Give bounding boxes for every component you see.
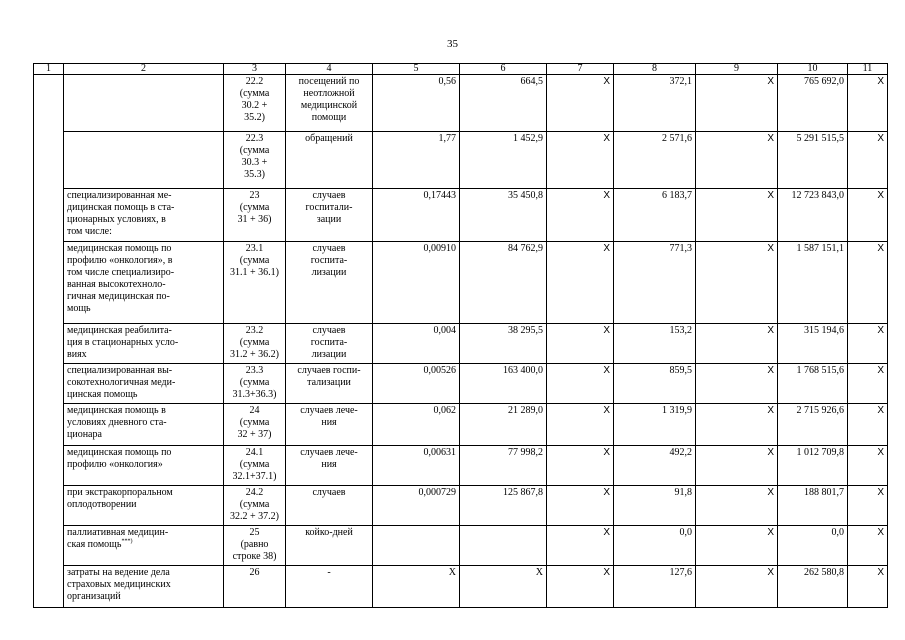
col-header: 9 [696, 64, 778, 75]
unit-cell [286, 364, 373, 404]
volume-norm-text: 0,000729 [418, 487, 456, 498]
unit-cell [286, 189, 373, 242]
cost-norm-cell [460, 446, 547, 486]
row-code-text: 22.3 (сумма 30.3 + 35.3) [239, 133, 270, 180]
col9-text: X [767, 365, 774, 376]
col7-text: X [603, 487, 610, 498]
col-header: 10 [778, 64, 848, 75]
indicator-name-text: специализированная вы- сокотехнологичная меди- цинская помощь [67, 365, 176, 400]
col9-cell [696, 75, 778, 132]
volume-norm-text: 0,004 [433, 325, 456, 336]
row-code-text: 26 [249, 567, 260, 578]
total-cost-cell [778, 242, 848, 324]
unit-cell [286, 324, 373, 364]
per-capita-text: 492,2 [669, 447, 692, 458]
table-row [34, 189, 888, 242]
col11-cell [848, 75, 888, 132]
volume-norm-text: 0,062 [433, 405, 456, 416]
col11-cell [848, 242, 888, 324]
volume-norm-cell [373, 324, 460, 364]
volume-norm-cell [373, 364, 460, 404]
per-capita-text: 859,5 [669, 365, 692, 376]
col7-cell [547, 75, 614, 132]
col11-text: X [877, 325, 884, 336]
col7-text: X [603, 325, 610, 336]
row-code-text: 23.1 (сумма 31.1 + 36.1) [230, 243, 279, 278]
unit-text: случаев [312, 487, 346, 498]
col9-text: X [767, 405, 774, 416]
unit-text: случаев лече- ния [300, 447, 358, 470]
col7-text: X [603, 365, 610, 376]
indicator-name-cell [64, 404, 224, 446]
per-capita-cell [614, 486, 696, 526]
indicator-name-cell [64, 526, 224, 566]
col9-text: X [767, 76, 774, 87]
total-cost-text: 315 194,6 [804, 325, 844, 336]
col11-text: X [877, 76, 884, 87]
col11-cell [848, 364, 888, 404]
unit-cell [286, 404, 373, 446]
col7-cell [547, 446, 614, 486]
col9-cell [696, 242, 778, 324]
col9-cell [696, 526, 778, 566]
total-cost-cell [778, 364, 848, 404]
col-header: 1 [34, 64, 64, 75]
col-header: 4 [286, 64, 373, 75]
unit-text: случаев госпита- лизации [310, 325, 348, 360]
indicator-name-text: при экстракорпоральном оплодотворении [67, 487, 173, 510]
total-cost-text: 1 587 151,1 [796, 243, 844, 254]
table-row [34, 486, 888, 526]
col9-cell [696, 189, 778, 242]
volume-norm-text: 0,00910 [423, 243, 456, 254]
per-capita-cell [614, 404, 696, 446]
indicator-name-cell [64, 324, 224, 364]
row-code-cell [224, 75, 286, 132]
table-row [34, 242, 888, 324]
cost-norm-cell [460, 566, 547, 608]
per-capita-text: 0,0 [679, 527, 692, 538]
per-capita-cell [614, 446, 696, 486]
total-cost-cell [778, 486, 848, 526]
col9-cell [696, 364, 778, 404]
cost-norm-cell [460, 404, 547, 446]
col11-text: X [877, 487, 884, 498]
indicator-name-text: медицинская помощь по профилю «онкология», в том числе специализиро- ванная высокотехноло- гичная медицинская по- мощь [67, 243, 175, 314]
per-capita-text: 2 571,6 [662, 133, 692, 144]
col11-text: X [877, 190, 884, 201]
cost-norm-text: 163 400,0 [503, 365, 543, 376]
row-code-cell [224, 404, 286, 446]
volume-norm-text: 0,56 [438, 76, 456, 87]
table-row [34, 324, 888, 364]
table-row [34, 446, 888, 486]
total-cost-text: 5 291 515,5 [796, 133, 844, 144]
col7-cell [547, 324, 614, 364]
per-capita-cell [614, 566, 696, 608]
indicator-name-cell [64, 132, 224, 189]
col7-text: X [603, 405, 610, 416]
per-capita-text: 6 183,7 [662, 190, 692, 201]
col9-text: X [767, 527, 774, 538]
col11-cell [848, 446, 888, 486]
indicator-name-text: медицинская помощь по профилю «онкология» [67, 447, 172, 470]
col7-text: X [603, 190, 610, 201]
total-cost-text: 1 012 709,8 [796, 447, 844, 458]
col11-cell [848, 526, 888, 566]
row-code-text: 23.3 (сумма 31.3+36.3) [232, 365, 277, 400]
col7-cell [547, 404, 614, 446]
col9-text: X [767, 567, 774, 578]
indicator-name-cell [64, 486, 224, 526]
col11-text: X [877, 365, 884, 376]
total-cost-text: 262 580,8 [804, 567, 844, 578]
row-code-cell [224, 242, 286, 324]
indicator-name-text: медицинская реабилита- ция в стационарных усло- виях [67, 325, 179, 360]
per-capita-text: 127,6 [669, 567, 692, 578]
per-capita-text: 153,2 [669, 325, 692, 336]
cost-norm-cell [460, 324, 547, 364]
col11-cell [848, 486, 888, 526]
col-header: 3 [224, 64, 286, 75]
col11-text: X [877, 405, 884, 416]
table-row [34, 75, 888, 132]
unit-cell [286, 75, 373, 132]
row-code-cell [224, 446, 286, 486]
volume-norm-text: 0,00526 [423, 365, 456, 376]
col7-cell [547, 189, 614, 242]
row-code-cell [224, 526, 286, 566]
col-header: 7 [547, 64, 614, 75]
indicator-name-text: специализированная ме- дицинская помощь в ста- ционарных условиях, в том числе: [67, 190, 175, 237]
per-capita-cell [614, 132, 696, 189]
total-cost-cell [778, 404, 848, 446]
total-cost-cell [778, 324, 848, 364]
cost-norm-cell [460, 364, 547, 404]
cost-norm-cell [460, 486, 547, 526]
total-cost-cell [778, 75, 848, 132]
col9-cell [696, 446, 778, 486]
col11-cell [848, 189, 888, 242]
indicator-name-cell [64, 189, 224, 242]
indicator-name-text: медицинская помощь в условиях дневного ста- ционара [67, 405, 167, 440]
volume-norm-text: 0,00631 [423, 447, 456, 458]
per-capita-cell [614, 189, 696, 242]
indicator-name-text: затраты на ведение дела страховых медицинских организаций [67, 567, 171, 602]
col9-text: X [767, 447, 774, 458]
row-code-cell [224, 486, 286, 526]
row-code-text: 24.1 (сумма 32.1+37.1) [232, 447, 277, 482]
row-code-cell [224, 132, 286, 189]
volume-norm-cell [373, 75, 460, 132]
volume-norm-cell [373, 242, 460, 324]
unit-cell [286, 242, 373, 324]
col-header: 8 [614, 64, 696, 75]
row-index-cell [34, 75, 64, 608]
row-code-text: 24 (сумма 32 + 37) [237, 405, 272, 440]
unit-cell [286, 132, 373, 189]
total-cost-text: 0,0 [831, 527, 844, 538]
unit-cell [286, 526, 373, 566]
indicator-name-cell [64, 566, 224, 608]
cost-norm-text: 35 450,8 [508, 190, 543, 201]
col11-cell [848, 324, 888, 364]
volume-norm-text: 0,17443 [423, 190, 456, 201]
col11-text: X [877, 527, 884, 538]
per-capita-text: 372,1 [669, 76, 692, 87]
cost-norm-text: 38 295,5 [508, 325, 543, 336]
col7-cell [547, 566, 614, 608]
col9-text: X [767, 325, 774, 336]
volume-norm-cell [373, 404, 460, 446]
row-code-text: 22.2 (сумма 30.2 + 35.2) [239, 76, 270, 123]
cost-norm-text: 77 998,2 [508, 447, 543, 458]
total-cost-text: 1 768 515,6 [796, 365, 844, 376]
volume-norm-cell [373, 132, 460, 189]
per-capita-cell [614, 364, 696, 404]
unit-text: случаев госпита- лизации [310, 243, 348, 278]
cost-norm-cell [460, 242, 547, 324]
col7-text: X [603, 527, 610, 538]
footnote-mark: ***) [121, 538, 133, 545]
col-header: 2 [64, 64, 224, 75]
page-number: 35 [447, 38, 458, 50]
table-row [34, 132, 888, 189]
unit-text: случаев лече- ния [300, 405, 358, 428]
unit-text: посещений по неотложной медицинской помощи [298, 76, 360, 123]
total-cost-cell [778, 566, 848, 608]
unit-cell [286, 566, 373, 608]
col11-text: X [877, 243, 884, 254]
col-header: 11 [848, 64, 888, 75]
tariff-table [33, 63, 888, 608]
table-row [34, 526, 888, 566]
col7-cell [547, 242, 614, 324]
row-code-cell [224, 189, 286, 242]
total-cost-text: 12 723 843,0 [791, 190, 844, 201]
unit-cell [286, 446, 373, 486]
col11-cell [848, 566, 888, 608]
per-capita-cell [614, 242, 696, 324]
col7-text: X [603, 243, 610, 254]
row-code-text: 23.2 (сумма 31.2 + 36.2) [230, 325, 279, 360]
row-code-text: 24.2 (сумма 32.2 + 37.2) [230, 487, 279, 522]
cost-norm-cell [460, 189, 547, 242]
col11-text: X [877, 133, 884, 144]
unit-text: случаев госпитали- зации [305, 190, 353, 225]
cost-norm-text: 125 867,8 [503, 487, 543, 498]
total-cost-text: 188 801,7 [804, 487, 844, 498]
indicator-name-cell [64, 75, 224, 132]
table-row [34, 364, 888, 404]
col9-cell [696, 566, 778, 608]
total-cost-cell [778, 526, 848, 566]
per-capita-text: 1 319,9 [662, 405, 692, 416]
row-code-text: 25 (равно строке 38) [232, 527, 277, 562]
col7-text: X [603, 447, 610, 458]
per-capita-cell [614, 75, 696, 132]
total-cost-text: 2 715 926,6 [796, 405, 844, 416]
total-cost-cell [778, 132, 848, 189]
table-row [34, 404, 888, 446]
table-row [34, 566, 888, 608]
volume-norm-cell [373, 446, 460, 486]
col9-cell [696, 404, 778, 446]
row-code-cell [224, 566, 286, 608]
volume-norm-cell [373, 566, 460, 608]
cost-norm-cell [460, 75, 547, 132]
header-row [34, 64, 888, 75]
col7-cell [547, 486, 614, 526]
col9-text: X [767, 133, 774, 144]
indicator-name-cell [64, 446, 224, 486]
cost-norm-text: X [535, 567, 543, 578]
col11-text: X [877, 567, 884, 578]
per-capita-text: 91,8 [674, 487, 692, 498]
col9-text: X [767, 243, 774, 254]
unit-text: обращений [305, 133, 353, 144]
col7-text: X [603, 76, 610, 87]
unit-text: случаев госпи- тализации [297, 365, 361, 388]
unit-text: койко-дней [305, 527, 353, 538]
volume-norm-text: X [448, 567, 456, 578]
col9-text: X [767, 487, 774, 498]
col11-cell [848, 404, 888, 446]
row-code-cell [224, 364, 286, 404]
row-code-text: 23 (сумма 31 + 36) [237, 190, 272, 225]
indicator-name-cell [64, 364, 224, 404]
volume-norm-text: 1,77 [438, 133, 456, 144]
col7-cell [547, 526, 614, 566]
unit-text: - [327, 567, 331, 578]
total-cost-cell [778, 189, 848, 242]
volume-norm-cell [373, 526, 460, 566]
row-code-cell [224, 324, 286, 364]
col7-text: X [603, 567, 610, 578]
cost-norm-text: 1 452,9 [513, 133, 543, 144]
unit-cell [286, 486, 373, 526]
col-header: 6 [460, 64, 547, 75]
per-capita-cell [614, 324, 696, 364]
cost-norm-text: 21 289,0 [508, 405, 543, 416]
col9-cell [696, 324, 778, 364]
cost-norm-text: 664,5 [520, 76, 543, 87]
indicator-name-cell [64, 242, 224, 324]
indicator-name-text: паллиативная медицин- ская помощь [67, 527, 169, 550]
per-capita-cell [614, 526, 696, 566]
cost-norm-cell [460, 132, 547, 189]
col9-text: X [767, 190, 774, 201]
col9-cell [696, 486, 778, 526]
col11-cell [848, 132, 888, 189]
col11-text: X [877, 447, 884, 458]
total-cost-cell [778, 446, 848, 486]
cost-norm-text: 84 762,9 [508, 243, 543, 254]
col7-text: X [603, 133, 610, 144]
volume-norm-cell [373, 486, 460, 526]
col7-cell [547, 364, 614, 404]
volume-norm-cell [373, 189, 460, 242]
per-capita-text: 771,3 [669, 243, 692, 254]
col9-cell [696, 132, 778, 189]
cost-norm-cell [460, 526, 547, 566]
col-header: 5 [373, 64, 460, 75]
total-cost-text: 765 692,0 [804, 76, 844, 87]
col7-cell [547, 132, 614, 189]
